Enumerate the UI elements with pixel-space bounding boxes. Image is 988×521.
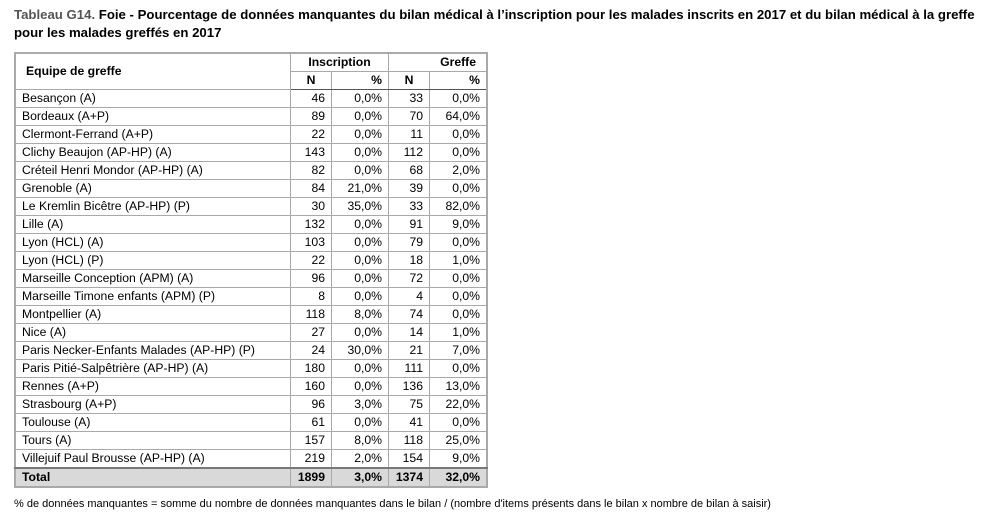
inscription-pct-cell: 30,0% [332, 342, 389, 360]
inscription-pct-cell: 0,0% [332, 414, 389, 432]
team-cell: Tours (A) [15, 432, 291, 450]
team-cell: Lyon (HCL) (A) [15, 234, 291, 252]
table-row [15, 432, 487, 450]
team-cell: Paris Pitié-Salpêtrière (AP-HP) (A) [15, 360, 291, 378]
inscription-n-cell: 61 [291, 414, 332, 432]
inscription-n-cell: 46 [291, 90, 332, 108]
inscription-n-cell: 219 [291, 450, 332, 469]
inscription-n-cell: 96 [291, 270, 332, 288]
inscription-pct-cell: 21,0% [332, 180, 389, 198]
greffe-pct-cell: 13,0% [430, 378, 488, 396]
table-row [15, 378, 487, 396]
inscription-n-cell: 96 [291, 396, 332, 414]
greffe-pct-cell: 0,0% [430, 360, 488, 378]
table-row [15, 288, 487, 306]
team-cell: Clermont-Ferrand (A+P) [15, 126, 291, 144]
greffe-pct-cell: 1,0% [430, 252, 488, 270]
greffe-pct-cell: 2,0% [430, 162, 488, 180]
greffe-pct-cell: 1,0% [430, 324, 488, 342]
team-cell: Clichy Beaujon (AP-HP) (A) [15, 144, 291, 162]
inscription-n-cell: 143 [291, 144, 332, 162]
inscription-pct-cell: 0,0% [332, 126, 389, 144]
greffe-pct-cell: 7,0% [430, 342, 488, 360]
inscription-n-cell: 82 [291, 162, 332, 180]
table-row [15, 198, 487, 216]
greffe-pct-header: % [430, 72, 488, 90]
table-row [15, 90, 487, 108]
greffe-pct-cell: 0,0% [430, 288, 488, 306]
team-cell: Total [15, 468, 291, 487]
table-title [14, 6, 979, 42]
greffe-n-cell: 41 [389, 414, 430, 432]
inscription-pct-cell: 3,0% [332, 468, 389, 487]
greffe-n-cell: 75 [389, 396, 430, 414]
greffe-n-cell: 39 [389, 180, 430, 198]
team-cell: Lille (A) [15, 216, 291, 234]
inscription-n-cell: 1899 [291, 468, 332, 487]
inscription-pct-header: % [332, 72, 389, 90]
greffe-pct-cell: 0,0% [430, 306, 488, 324]
team-cell: Bordeaux (A+P) [15, 108, 291, 126]
footnote: % de données manquantes = somme du nombre de données manquantes dans le bilan / (nombre d'items présents dans le bilan x nombre de bilan à saisir) [14, 498, 771, 510]
table-row [15, 144, 487, 162]
team-column-header: Equipe de greffe [15, 53, 291, 90]
inscription-pct-cell: 35,0% [332, 198, 389, 216]
inscription-n-cell: 22 [291, 252, 332, 270]
inscription-n-cell: 27 [291, 324, 332, 342]
team-cell: Villejuif Paul Brousse (AP-HP) (A) [15, 450, 291, 469]
greffe-pct-cell: 64,0% [430, 108, 488, 126]
greffe-group-header: Greffe [389, 53, 488, 72]
greffe-pct-cell: 0,0% [430, 270, 488, 288]
inscription-pct-cell: 0,0% [332, 108, 389, 126]
inscription-pct-cell: 3,0% [332, 396, 389, 414]
inscription-pct-cell: 8,0% [332, 306, 389, 324]
greffe-n-header: N [389, 72, 430, 90]
table-row [15, 180, 487, 198]
greffe-pct-cell: 0,0% [430, 90, 488, 108]
greffe-n-cell: 79 [389, 234, 430, 252]
inscription-pct-cell: 0,0% [332, 288, 389, 306]
inscription-n-cell: 132 [291, 216, 332, 234]
team-cell: Paris Necker-Enfants Malades (AP-HP) (P) [15, 342, 291, 360]
table-row [15, 324, 487, 342]
table-number: Tableau G14. [14, 7, 96, 22]
missing-data-table [14, 52, 488, 488]
greffe-n-cell: 91 [389, 216, 430, 234]
greffe-n-cell: 118 [389, 432, 430, 450]
greffe-n-cell: 14 [389, 324, 430, 342]
team-cell: Créteil Henri Mondor (AP-HP) (A) [15, 162, 291, 180]
inscription-pct-cell: 0,0% [332, 162, 389, 180]
inscription-n-cell: 24 [291, 342, 332, 360]
greffe-pct-cell: 9,0% [430, 450, 488, 469]
inscription-pct-cell: 0,0% [332, 252, 389, 270]
greffe-n-cell: 111 [389, 360, 430, 378]
table-row [15, 216, 487, 234]
team-cell: Besançon (A) [15, 90, 291, 108]
table-row [15, 126, 487, 144]
greffe-pct-cell: 22,0% [430, 396, 488, 414]
team-cell: Marseille Timone enfants (APM) (P) [15, 288, 291, 306]
inscription-pct-cell: 0,0% [332, 378, 389, 396]
inscription-pct-cell: 0,0% [332, 234, 389, 252]
table-caption: Foie - Pourcentage de données manquantes du bilan médical à l’inscription pour les malades inscrits en 2017 et du bilan médical à la greffe pour les malades greffés en 2017 [14, 7, 975, 40]
greffe-n-cell: 68 [389, 162, 430, 180]
greffe-n-cell: 74 [389, 306, 430, 324]
team-cell: Grenoble (A) [15, 180, 291, 198]
greffe-n-cell: 154 [389, 450, 430, 469]
inscription-n-cell: 157 [291, 432, 332, 450]
inscription-n-cell: 30 [291, 198, 332, 216]
greffe-n-cell: 4 [389, 288, 430, 306]
table-row [15, 108, 487, 126]
team-cell: Marseille Conception (APM) (A) [15, 270, 291, 288]
table-row [15, 414, 487, 432]
greffe-n-cell: 33 [389, 198, 430, 216]
greffe-n-cell: 11 [389, 126, 430, 144]
inscription-n-cell: 8 [291, 288, 332, 306]
total-row [15, 468, 487, 487]
greffe-n-cell: 136 [389, 378, 430, 396]
inscription-pct-cell: 0,0% [332, 360, 389, 378]
greffe-n-cell: 21 [389, 342, 430, 360]
inscription-pct-cell: 0,0% [332, 324, 389, 342]
greffe-pct-cell: 0,0% [430, 126, 488, 144]
greffe-n-cell: 70 [389, 108, 430, 126]
inscription-pct-cell: 8,0% [332, 432, 389, 450]
inscription-pct-cell: 0,0% [332, 270, 389, 288]
team-cell: Le Kremlin Bicêtre (AP-HP) (P) [15, 198, 291, 216]
table-row [15, 342, 487, 360]
greffe-pct-cell: 0,0% [430, 414, 488, 432]
team-cell: Toulouse (A) [15, 414, 291, 432]
greffe-pct-cell: 25,0% [430, 432, 488, 450]
greffe-n-cell: 112 [389, 144, 430, 162]
table-row [15, 252, 487, 270]
inscription-n-cell: 118 [291, 306, 332, 324]
table-row [15, 162, 487, 180]
table-row [15, 306, 487, 324]
inscription-n-cell: 22 [291, 126, 332, 144]
team-cell: Strasbourg (A+P) [15, 396, 291, 414]
team-cell: Montpellier (A) [15, 306, 291, 324]
inscription-n-cell: 160 [291, 378, 332, 396]
inscription-n-cell: 103 [291, 234, 332, 252]
greffe-pct-cell: 32,0% [430, 468, 488, 487]
inscription-pct-cell: 0,0% [332, 216, 389, 234]
team-cell: Nice (A) [15, 324, 291, 342]
table-row [15, 450, 487, 469]
table-row [15, 396, 487, 414]
inscription-n-header: N [291, 72, 332, 90]
table-row [15, 360, 487, 378]
greffe-pct-cell: 0,0% [430, 234, 488, 252]
greffe-pct-cell: 0,0% [430, 180, 488, 198]
inscription-n-cell: 180 [291, 360, 332, 378]
greffe-pct-cell: 0,0% [430, 144, 488, 162]
greffe-n-cell: 72 [389, 270, 430, 288]
team-cell: Rennes (A+P) [15, 378, 291, 396]
inscription-pct-cell: 2,0% [332, 450, 389, 469]
inscription-group-header: Inscription [291, 53, 389, 72]
greffe-pct-cell: 82,0% [430, 198, 488, 216]
greffe-n-cell: 1374 [389, 468, 430, 487]
inscription-n-cell: 89 [291, 108, 332, 126]
team-cell: Lyon (HCL) (P) [15, 252, 291, 270]
table-body [15, 90, 487, 488]
greffe-pct-cell: 9,0% [430, 216, 488, 234]
inscription-pct-cell: 0,0% [332, 90, 389, 108]
inscription-pct-cell: 0,0% [332, 144, 389, 162]
table-row [15, 234, 487, 252]
greffe-n-cell: 33 [389, 90, 430, 108]
greffe-n-cell: 18 [389, 252, 430, 270]
inscription-n-cell: 84 [291, 180, 332, 198]
table-row [15, 270, 487, 288]
